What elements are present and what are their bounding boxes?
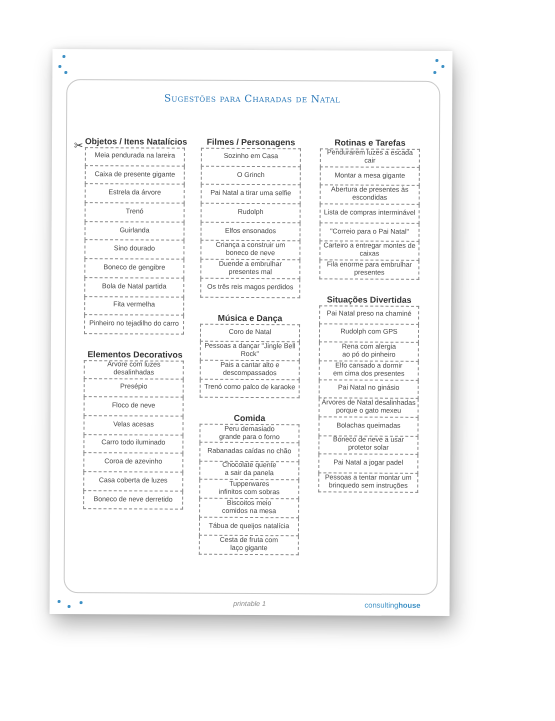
charade-card: Presépio (84, 379, 184, 398)
charade-card: "Correio para o Pai Natal" (319, 223, 419, 242)
charade-card: Pessoas a dançar "Jingle Bell Rock" (200, 342, 300, 361)
charade-card: Bola de Natal partida (84, 278, 184, 297)
charade-card: Tupperwares infinitos com sobras (199, 480, 299, 499)
charade-card: Elfo cansado a dormir em cima dos presentes (319, 361, 419, 380)
section-gap (319, 279, 419, 294)
charade-card: Tábua de queijos natalícia (199, 517, 299, 536)
charade-card: Meia pendurada na lareira (85, 147, 185, 166)
charade-card: Fita vermelha (84, 297, 184, 316)
charade-card: Os três reis magos perdidos (200, 279, 300, 298)
charade-card: Estrela da árvore (85, 185, 185, 204)
charade-card: Rena com alergia ao pó do pinheiro (319, 343, 419, 362)
charade-card: Pessoas a tentar montar um brinquedo sem instruções (318, 473, 418, 492)
charade-card: Montar a mesa gigante (320, 167, 420, 186)
charade-card: Criança a construir um boneco de neve (200, 241, 300, 260)
charade-card: Árvores de Natal desalinhadas porque o gato mexeu (319, 399, 419, 418)
charade-card: Duende a embrulhar presentes mal (200, 260, 300, 279)
charade-card: Rabanadas caídas no chão (199, 443, 299, 462)
charade-card: Pai Natal a tirar uma selfie (201, 185, 301, 204)
charade-card: Fila enorme para embrulhar presentes (319, 260, 419, 279)
section-heading: Comida (233, 413, 266, 424)
charade-card: Caixa de presente gigante (85, 166, 185, 185)
charade-card: Casa coberta de luzes (83, 472, 183, 491)
column-1 (83, 135, 187, 510)
charade-card: Sino dourado (84, 241, 184, 260)
section-gap (200, 398, 300, 413)
charade-card: Pinheiro no tejadilho do carro (84, 315, 184, 334)
charade-card: Árvore com luzes desalinhadas (84, 360, 184, 379)
section-heading: Elementos Decorativos (87, 349, 183, 360)
charade-card: Velas acesas (83, 416, 183, 435)
charade-card: Carro todo iluminado (83, 435, 183, 454)
charade-card: Pai Natal no ginásio (319, 380, 419, 399)
charade-card: Peru demasiado grande para o forno (199, 424, 299, 443)
charade-card: Sozinho em Casa (201, 148, 301, 167)
charade-card: Elfos ensonados (200, 222, 300, 241)
section-heading: Filmes / Personagens (206, 136, 296, 148)
charade-card: Boneco de neve derretido (83, 491, 183, 510)
printable-sheet (50, 49, 453, 616)
section-heading: Situações Divertidas (326, 294, 412, 305)
charade-card: Coro de Natal (200, 323, 300, 342)
charade-card: Carteiro a entregar montes de caixas (319, 242, 419, 261)
charade-card: Bolachas queimadas (318, 417, 418, 436)
section-heading: Rotinas e Tarefas (334, 137, 406, 148)
charade-card: Abertura de presentes às escondidas (320, 186, 420, 205)
charade-card: Trenó (85, 203, 185, 222)
charade-card: Pais a cantar alto e descompassados (200, 361, 300, 380)
charade-card: O Grinch (201, 166, 301, 185)
charade-card: Rudolph com GPS (319, 324, 419, 343)
charade-card: Cesta de fruta com laço gigante (199, 536, 299, 555)
decorative-dots (52, 49, 452, 51)
section-heading: Música e Dança (217, 312, 283, 323)
brand-logo: consultinghouse (364, 600, 421, 610)
charade-card: Coroa de azevinho (83, 453, 183, 472)
charade-card: Rudolph (201, 204, 301, 223)
section-gap (200, 297, 300, 312)
scissors-icon: ✂ (73, 140, 84, 153)
section-gap (84, 334, 186, 349)
charade-card: Lista de compras interminável (320, 204, 420, 223)
column-2 (199, 136, 301, 556)
charade-card: Chocolate quente a sair da panela (199, 461, 299, 480)
charade-card: Guirlanda (84, 222, 184, 241)
charade-card: Boneco de gengibre (84, 259, 184, 278)
column-3 (318, 136, 420, 492)
charade-card: Floco de neve (84, 397, 184, 416)
charade-card: Biscoitos meio comidos na mesa (199, 499, 299, 518)
page-title: Sugestões para Charadas de Natal (164, 93, 341, 106)
charade-card: Pendurarem luzes a escada cair (320, 148, 420, 167)
charade-card: Pai Natal preso na chaminé (319, 305, 419, 324)
section-heading: Objetos / Itens Natalícios (84, 136, 188, 147)
charade-card: Trenó como palco de karaoke (200, 379, 300, 398)
charade-card: Pai Natal a jogar padel (318, 455, 418, 474)
footer-label: printable 1 (233, 600, 266, 609)
charade-card: Boneco de neve a usar protetor solar (318, 436, 418, 455)
